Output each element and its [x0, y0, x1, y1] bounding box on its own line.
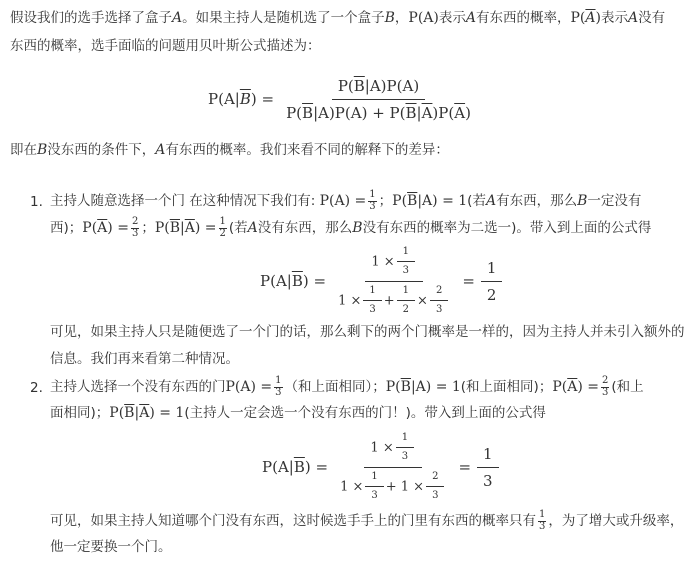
- item2-fraction: 1 × $\frac{1}{3}$ 1 × $\frac{1}{3}$ + 1 × $\frac{2}{3}$: [334, 433, 452, 502]
- bayes-equation: [208, 72, 483, 126]
- item1-line-2: 西)；$P(\overline{A})$ = $\frac{2}{3}$ ；$P(\overline{B}|\overline{A})$ = $\frac{1}{2}$ (若A没有东西，那么B没有东西的概率为二选一)。带入到上面的公式得: [50, 216, 652, 239]
- intro-line-2: 东西的概率，选手面临的问题用贝叶斯公式描述为：: [10, 38, 321, 54]
- item2-result: $\frac{1}{3}$: [477, 445, 499, 490]
- bayes-numerator: $P(\overline{B}|A)P(A)$: [332, 77, 425, 100]
- item1-equation: $P(A|\overline{B})$ = 1 × $\frac{1}{3}$ 1 × $\frac{1}{3}$ + $\frac{1}{2}$ × $\frac{2}{3}$ = $\frac{1}{2}$: [260, 252, 508, 310]
- item2-equation: $P(A|\overline{B})$ = 1 × $\frac{1}{3}$ 1 × $\frac{1}{3}$ + 1 × $\frac{2}{3}$ = $\frac{1}{3}$: [262, 438, 505, 496]
- bayes-denominator: $P(\overline{B}|A)P(A) + P(\overline{B}|\overline{A})P(\overline{A})$: [286, 103, 471, 122]
- list-number-2: 2.: [30, 380, 43, 396]
- math-p-abar: $P(\overline{A})$: [570, 10, 601, 26]
- item2-after-1: 可见，如果主持人知道哪个门没有东西，这时候选手手上的门里有东西的概率只有 $\frac{1}{3}$ ，为了增大或升级率，: [50, 509, 684, 532]
- item2-line-2: 面相同)；$P(\overline{B}|\overline{A}) = 1$(主持人一定会选一个没有东西的门！)。带入到上面的公式得: [50, 405, 546, 421]
- item1-result: $\frac{1}{2}$: [481, 259, 503, 304]
- item2-line-1: 主持人选择一个没有东西的门P(A) = $\frac{1}{3}$ （和上面相同）；$P(\overline{B}|A) = 1$(和上面相同)；$P(\overline{A})$ = $\frac{2}{3}$ (和上: [50, 375, 644, 398]
- item1-fraction: 1 × $\frac{1}{3}$ 1 × $\frac{1}{3}$ + $\frac{1}{2}$ × $\frac{2}{3}$: [332, 247, 456, 316]
- math-p-a: P(A): [408, 10, 439, 26]
- item1-after-1: 可见，如果主持人只是随便选了一个门的话，那么剩下的两个门概率是一样的，因为主持人并未引入额外的: [50, 324, 685, 340]
- item1-after-2: 信息。我们再来看第二种情况。: [50, 351, 239, 367]
- bayes-fraction: [280, 77, 477, 122]
- item1-line-1: 主持人随意选择一个门 在这种情况下我们有: P(A) = $\frac{1}{3}$ ；$P(\overline{B}|A) = 1$(若A有东西，那么B一定没有: [50, 189, 642, 212]
- item2-after-2: 他一定要换一个门。: [50, 539, 172, 555]
- list-number-1: 1.: [30, 194, 43, 210]
- condition-line: 即在B没东西的条件下，A有东西的概率。我们来看不同的解释下的差异：: [10, 142, 449, 158]
- intro-line-1: 假设我们的选手选择了盒子A。如果主持人是随机选了一个盒子B，P(A)表示A有东西的概率，$P(\overline{A})$表示A没有: [10, 10, 666, 26]
- bayes-lhs: $P(A|\overline{B})$ =: [208, 90, 275, 108]
